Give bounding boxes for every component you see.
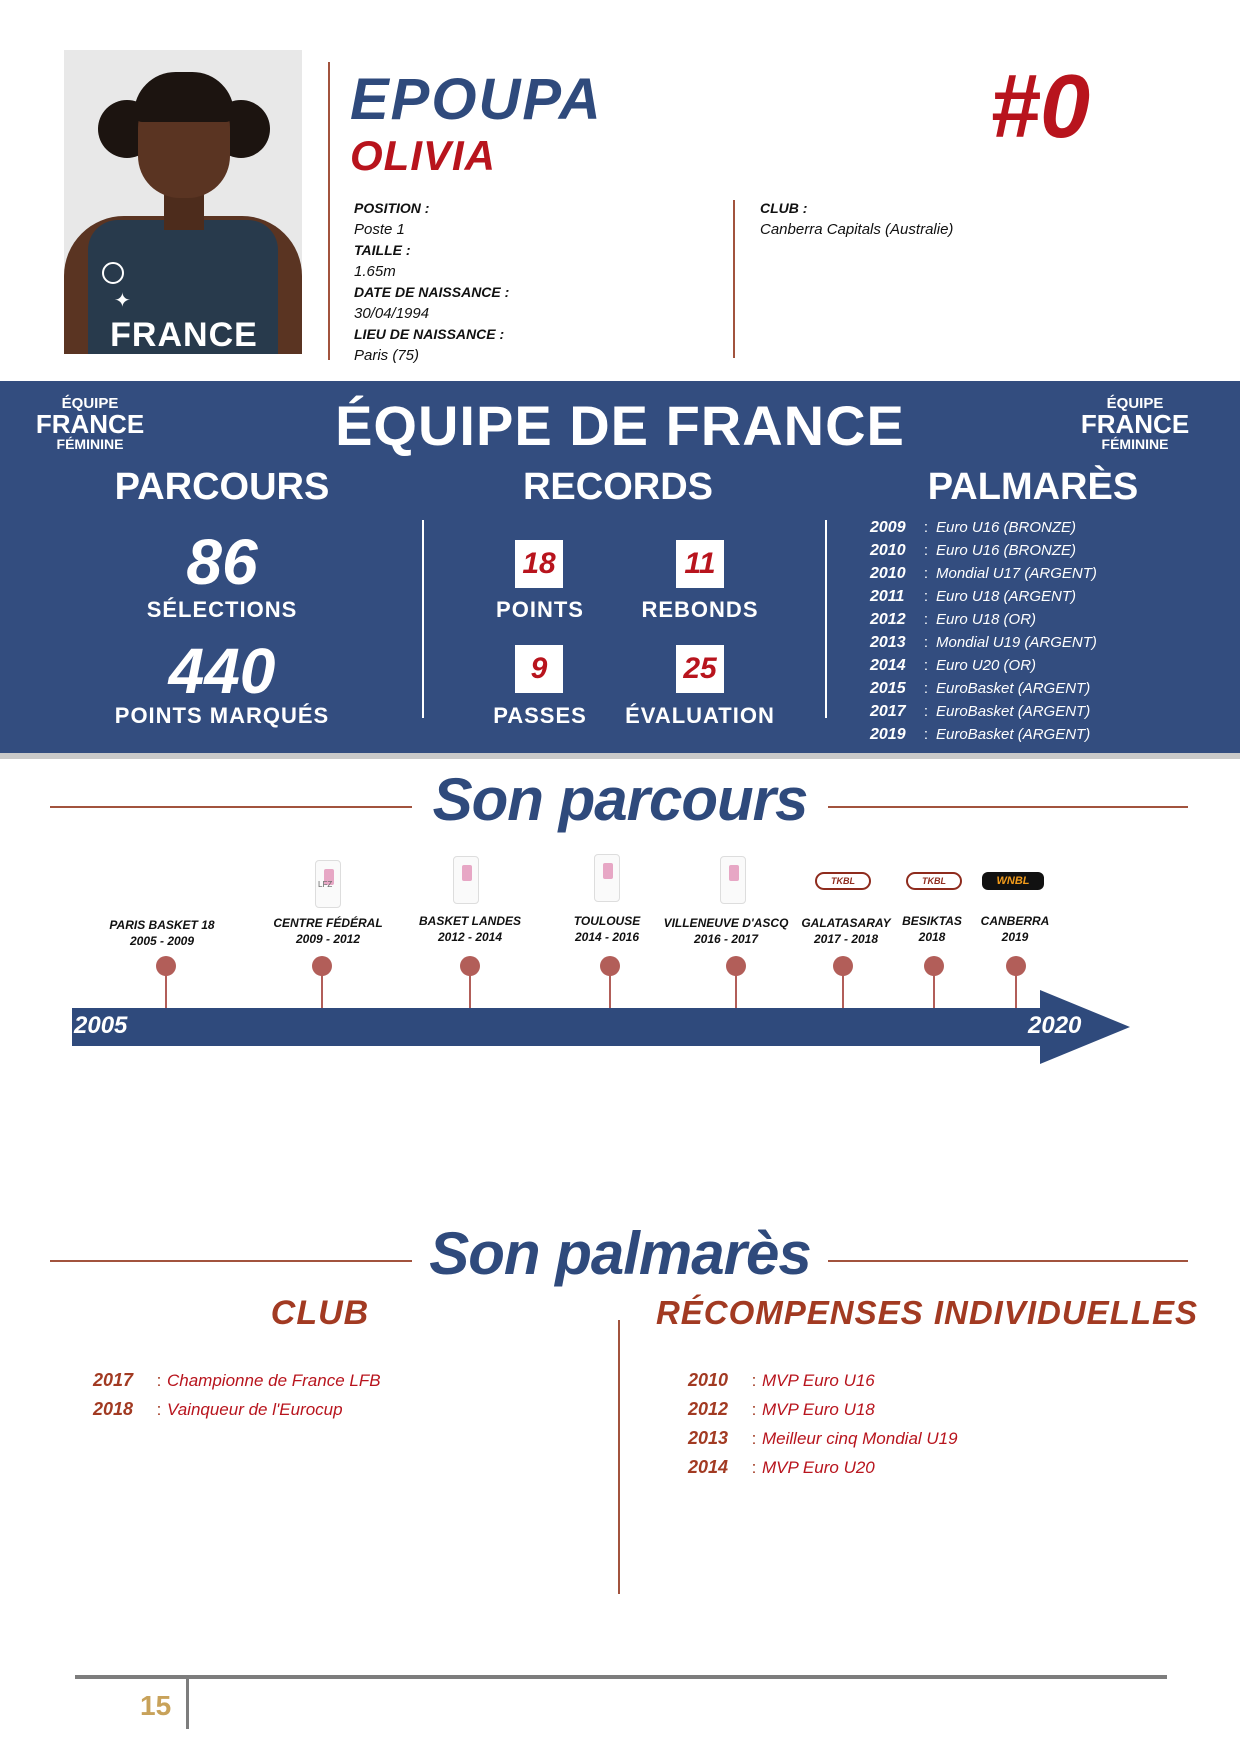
footer-divider — [186, 1679, 189, 1729]
band-title: ÉQUIPE DE FRANCE — [335, 394, 905, 457]
palmares-item: 2010 : Mondial U17 (ARGENT) — [870, 565, 1097, 582]
palmares-divider — [618, 1320, 620, 1594]
club-years: 2019 — [1001, 930, 1029, 944]
palmares-year: 2010 — [870, 542, 906, 559]
timeline-club — [658, 915, 794, 947]
individual-honor-item: 2014 : MVP Euro U20 — [688, 1457, 875, 1477]
palmares-year: 2013 — [870, 634, 906, 651]
logo-line2: FRANCE — [35, 409, 145, 439]
player-number: #0 — [990, 57, 1091, 157]
band-shadow — [0, 753, 1240, 759]
honor-text: MVP Euro U16 — [762, 1371, 875, 1390]
timeline-pin — [1006, 956, 1026, 976]
timeline-bar — [72, 1008, 1042, 1046]
selections-value: 86 — [186, 526, 258, 598]
timeline-club — [258, 915, 398, 947]
jumpman-logo-icon: ✦ — [114, 290, 131, 312]
palmares-year: 2011 — [870, 588, 905, 605]
tkbl-logo-icon: TKBL — [906, 872, 962, 890]
position-value: Poste 1 — [354, 221, 405, 238]
player-last-name: EPOUPA — [350, 67, 603, 132]
record-rebounds-value: 11 — [676, 540, 724, 588]
club-years: 2009 - 2012 — [295, 932, 361, 946]
jersey-text: FRANCE — [110, 316, 258, 354]
palmares-heading: PALMARÈS — [927, 466, 1139, 508]
individual-honor-item: 2013 : Meilleur cinq Mondial U19 — [688, 1428, 958, 1448]
club-years: 2016 - 2017 — [693, 932, 759, 946]
club-name: PARIS BASKET 18 — [109, 918, 215, 932]
palmares-text: EuroBasket (ARGENT) — [936, 703, 1091, 720]
club-value: Canberra Capitals (Australie) — [760, 221, 954, 238]
club-name: CANBERRA — [980, 914, 1050, 928]
club-years: 2017 - 2018 — [813, 932, 879, 946]
palmares-text: Mondial U19 (ARGENT) — [936, 634, 1097, 651]
logo-line1: ÉQUIPE — [61, 395, 119, 412]
logo-line3: FÉMININE — [1101, 436, 1169, 452]
palmares-year: 2009 — [870, 519, 906, 536]
parcours-rule-left — [50, 806, 412, 808]
record-eval-value: 25 — [676, 645, 724, 693]
honor-text: MVP Euro U20 — [762, 1458, 875, 1477]
palmares-item: 2011 : Euro U18 (ARGENT) — [870, 588, 1077, 605]
club-years: 2012 - 2014 — [437, 930, 503, 944]
timeline-end-year: 2020 — [1028, 1012, 1082, 1039]
parcours-heading: PARCOURS — [114, 466, 330, 508]
palmares-item: 2013 : Mondial U19 (ARGENT) — [870, 634, 1097, 651]
position-label: POSITION : — [354, 200, 430, 216]
record-assists-value: 9 — [515, 645, 563, 693]
palmares-year: 2017 — [870, 703, 906, 720]
header-divider — [328, 62, 330, 360]
tkbl-logo-icon: TKBL — [815, 872, 871, 890]
height-value: 1.65m — [354, 263, 396, 280]
club-label: CLUB : — [760, 200, 808, 216]
logo-line1: ÉQUIPE — [1106, 395, 1164, 412]
honor-text: Meilleur cinq Mondial U19 — [762, 1429, 958, 1448]
lfz-text: LFZ — [318, 880, 333, 889]
individual-honor-item: 2010 : MVP Euro U16 — [688, 1370, 875, 1390]
club-years: 2014 - 2016 — [574, 930, 640, 944]
record-points-label: POINTS — [496, 597, 584, 622]
palmares-text: Euro U18 (ARGENT) — [936, 588, 1077, 605]
palmares-text: EuroBasket (ARGENT) — [936, 680, 1091, 697]
club-name: BESIKTAS — [902, 914, 962, 928]
records-heading: RECORDS — [522, 466, 714, 508]
club-years: 2005 - 2009 — [129, 934, 195, 948]
timeline-club — [892, 913, 972, 945]
palmares-year: 2019 — [870, 726, 906, 743]
points-label: POINTS MARQUÉS — [114, 703, 330, 728]
individual-honor-item: 2012 : MVP Euro U18 — [688, 1399, 875, 1419]
timeline-pin — [726, 956, 746, 976]
wnbl-logo-icon: WNBL — [982, 872, 1044, 890]
honor-year: 2014 — [688, 1457, 729, 1477]
honor-year: 2013 — [688, 1428, 729, 1448]
timeline-pin — [833, 956, 853, 976]
club-info — [760, 198, 953, 240]
federation-logo-icon — [102, 262, 124, 284]
club-honors-heading: CLUB — [270, 1294, 370, 1332]
palmares-text: Euro U16 (BRONZE) — [936, 542, 1077, 559]
palmares-text: EuroBasket (ARGENT) — [936, 726, 1091, 743]
club-name: GALATASARAY — [801, 916, 891, 930]
timeline-club — [400, 913, 540, 945]
palmares-text: Euro U18 (OR) — [936, 611, 1037, 628]
info-divider — [733, 200, 735, 358]
palmares-year: 2012 — [870, 611, 906, 628]
palmares-year: 2014 — [870, 657, 906, 674]
timeline-pin — [924, 956, 944, 976]
logo-line3: FÉMININE — [56, 436, 124, 452]
honor-year: 2012 — [688, 1399, 729, 1419]
record-eval-label: ÉVALUATION — [625, 703, 775, 728]
birthplace-value: Paris (75) — [354, 347, 420, 364]
honor-year: 2010 — [688, 1370, 729, 1390]
honor-text: Vainqueur de l'Eurocup — [167, 1400, 343, 1419]
lfb-badge-icon — [720, 856, 746, 904]
club-name: CENTRE FÉDÉRAL — [273, 916, 383, 930]
palmares-item: 2015 : EuroBasket (ARGENT) — [870, 680, 1091, 697]
palmares-text: Euro U20 (OR) — [936, 657, 1037, 674]
honor-text: MVP Euro U18 — [762, 1400, 875, 1419]
timeline-pin — [156, 956, 176, 976]
height-label: TAILLE : — [354, 242, 411, 258]
timeline-club — [970, 913, 1060, 945]
palmares-text: Mondial U17 (ARGENT) — [936, 565, 1097, 582]
palmares-item: 2010 : Euro U16 (BRONZE) — [870, 542, 1077, 559]
club-years: 2018 — [918, 930, 946, 944]
timeline-start-year: 2005 — [74, 1012, 128, 1039]
band-divider-1 — [422, 520, 424, 718]
player-photo — [64, 50, 302, 354]
palmares-section-title: Son palmarès — [429, 1220, 811, 1287]
record-rebounds-label: REBONDS — [641, 597, 759, 622]
dob-label: DATE DE NAISSANCE : — [354, 284, 510, 300]
palmares-rule-left — [50, 1260, 412, 1262]
points-value: 440 — [168, 635, 276, 707]
record-assists-label: PASSES — [493, 703, 587, 728]
palmares-item: 2017 : EuroBasket (ARGENT) — [870, 703, 1091, 720]
logo-line2: FRANCE — [1080, 409, 1190, 439]
lfb-badge-icon — [453, 856, 479, 904]
parcours-section-title: Son parcours — [432, 766, 808, 833]
honor-year: 2018 — [93, 1399, 134, 1419]
club-name: VILLENEUVE D'ASCQ — [663, 916, 789, 930]
record-points-value: 18 — [515, 540, 563, 588]
band-divider-2 — [825, 520, 827, 718]
palmares-year: 2010 — [870, 565, 906, 582]
individual-honors-heading: RÉCOMPENSES INDIVIDUELLES — [655, 1294, 1199, 1331]
player-info — [354, 198, 509, 366]
honor-text: Championne de France LFB — [167, 1371, 381, 1390]
palmares-item: 2014 : Euro U20 (OR) — [870, 657, 1037, 674]
parcours-rule-right — [828, 806, 1188, 808]
page-number: 15 — [140, 1690, 172, 1721]
timeline-club — [92, 917, 232, 949]
palmares-text: Euro U16 (BRONZE) — [936, 519, 1077, 536]
palmares-rule-right — [828, 1260, 1188, 1262]
palmares-item: 2019 : EuroBasket (ARGENT) — [870, 726, 1091, 743]
birthplace-label: LIEU DE NAISSANCE : — [354, 326, 505, 342]
player-first-name: OLIVIA — [350, 132, 497, 179]
footer-rule — [75, 1675, 1167, 1679]
timeline-pin — [600, 956, 620, 976]
honor-year: 2017 — [93, 1370, 134, 1390]
palmares-year: 2015 — [870, 680, 906, 697]
dob-value: 30/04/1994 — [354, 305, 430, 322]
club-name: BASKET LANDES — [418, 914, 521, 928]
palmares-item: 2009 : Euro U16 (BRONZE) — [870, 519, 1077, 536]
club-name: TOULOUSE — [573, 914, 641, 928]
timeline-pin — [460, 956, 480, 976]
timeline-club — [537, 913, 677, 945]
palmares-item: 2012 : Euro U18 (OR) — [870, 611, 1037, 628]
club-honor-item: 2017 : Championne de France LFB — [93, 1370, 381, 1390]
lfb-badge-icon — [594, 854, 620, 902]
club-honor-item: 2018 : Vainqueur de l'Eurocup — [93, 1399, 343, 1419]
selections-label: SÉLECTIONS — [146, 597, 298, 622]
timeline-club — [796, 915, 896, 947]
timeline-pin — [312, 956, 332, 976]
